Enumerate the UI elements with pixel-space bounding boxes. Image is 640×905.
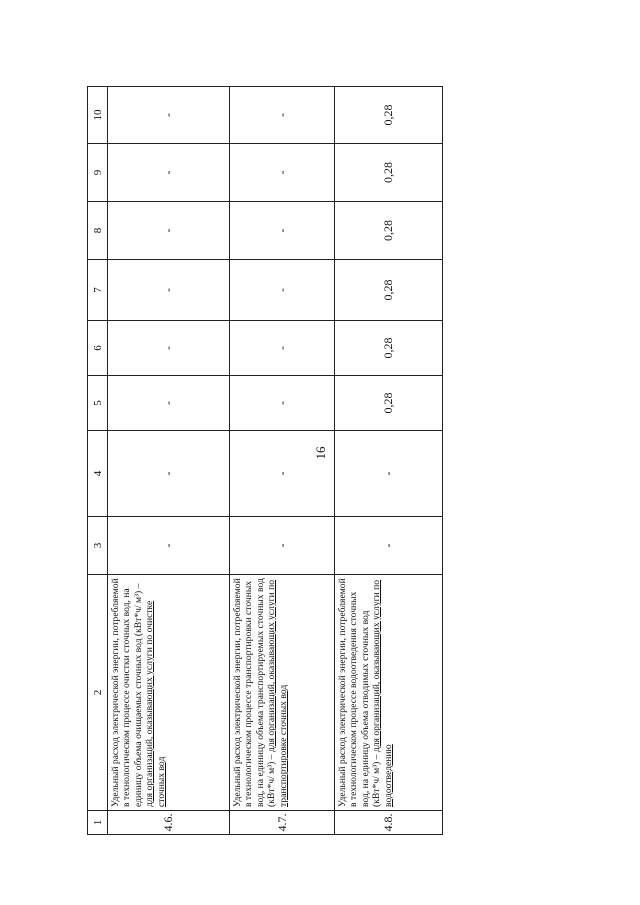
value-cell: -	[230, 144, 335, 202]
value-cell: -	[108, 321, 230, 376]
table-row	[108, 87, 230, 835]
value-cell: 0,28	[335, 87, 443, 144]
description-text: Удельный расход электрической энергии, потребляемой в технологическом процессе водоотведения сточных вод, на единицу объема отводимых сточных вод (кВт*ч/ м³) –	[337, 578, 383, 807]
header-cell: 9	[88, 144, 108, 202]
value-cell: -	[230, 321, 335, 376]
row-description	[335, 575, 443, 811]
data-table	[87, 86, 443, 835]
value-cell: -	[335, 431, 443, 517]
page-number: 16	[313, 446, 328, 460]
value-cell: 0,28	[335, 202, 443, 260]
value-cell: -	[335, 517, 443, 575]
header-row	[88, 87, 108, 835]
table-row	[335, 87, 443, 835]
table-container	[87, 87, 441, 835]
value-cell: -	[230, 202, 335, 260]
row-description	[108, 575, 230, 811]
description-underlined-text: для организаций, оказывающих услуги по водоотведению	[371, 579, 394, 807]
row-number: 4.7.	[230, 811, 335, 835]
row-number: 4.8.	[335, 811, 443, 835]
value-cell: -	[108, 260, 230, 321]
header-cell: 3	[88, 517, 108, 575]
value-cell: 0,28	[335, 321, 443, 376]
table-row	[230, 87, 335, 835]
value-cell: -	[108, 376, 230, 431]
header-cell: 5	[88, 376, 108, 431]
value-cell: -	[108, 87, 230, 144]
description-underlined-text: для организаций, оказывающих услуги по очистке сточных вод	[144, 600, 167, 807]
row-number: 4.6.	[108, 811, 230, 835]
value-cell: -	[230, 517, 335, 575]
header-cell: 4	[88, 431, 108, 517]
value-cell: -	[108, 202, 230, 260]
header-cell: 2	[88, 575, 108, 811]
header-cell: 10	[88, 87, 108, 144]
value-cell: -	[230, 431, 335, 517]
value-cell: -	[108, 431, 230, 517]
header-cell: 1	[88, 811, 108, 835]
header-cell: 8	[88, 202, 108, 260]
value-cell: -	[230, 260, 335, 321]
header-cell: 6	[88, 321, 108, 376]
value-cell: -	[230, 87, 335, 144]
row-description	[230, 575, 335, 811]
value-cell: 0,28	[335, 376, 443, 431]
description-underlined-text: для организаций, оказывающих услуги по транспортировке сточных вод	[266, 579, 289, 807]
value-cell: -	[108, 517, 230, 575]
value-cell: 0,28	[335, 144, 443, 202]
value-cell: 0,28	[335, 260, 443, 321]
value-cell: -	[108, 144, 230, 202]
value-cell: -	[230, 376, 335, 431]
header-cell: 7	[88, 260, 108, 321]
description-text: Удельный расход электрической энергии, потребляемой в технологическом процессе транспортировки сточных вод, на единицу объема транспортируемых сточных вод (кВт*ч/ м³) –	[232, 578, 278, 807]
description-text: Удельный расход электрической энергии, потребляемой в технологическом процессе очистки сточных вод, на единицу объема очищаемых сточных вод (кВт*ч/ м³) –	[110, 578, 144, 807]
